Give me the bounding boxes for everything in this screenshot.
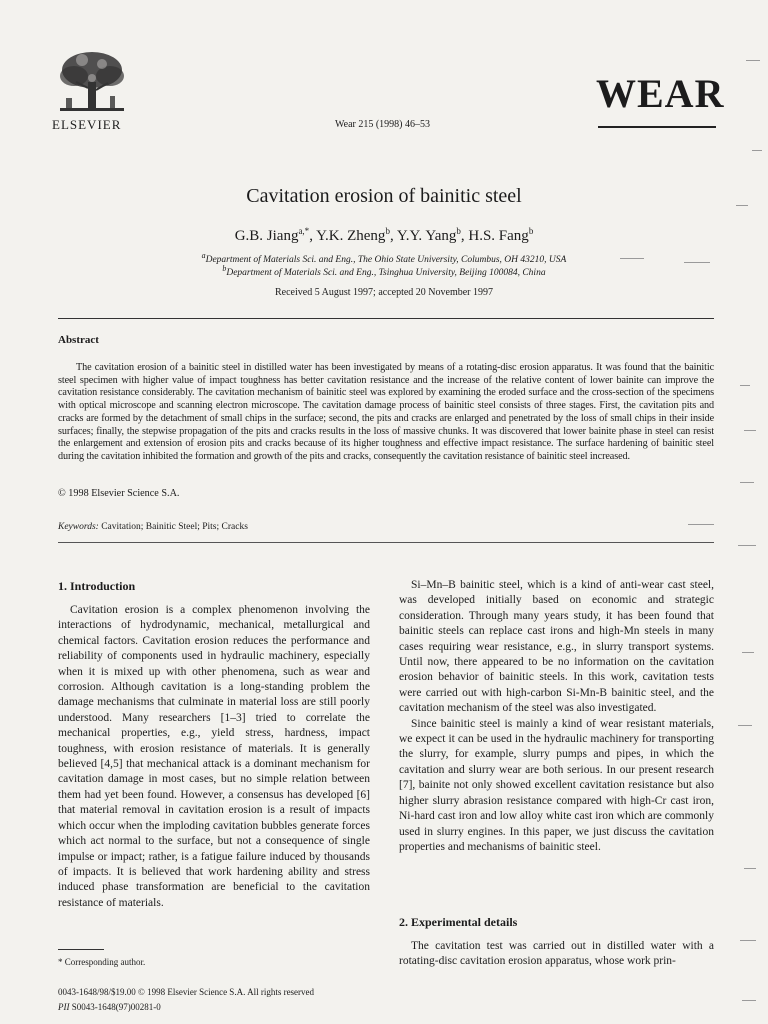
section-heading-introduction: 1. Introduction (58, 579, 136, 593)
footnote-rule (58, 949, 104, 950)
paragraph: The cavitation test was carried out in distilled water with a rotating-disc cavitation erosion apparatus, whose work prin- (399, 940, 714, 968)
scan-mark (744, 430, 756, 431)
scan-mark (736, 205, 748, 206)
scan-mark (620, 258, 644, 259)
scan-mark (738, 725, 752, 726)
section-heading-experimental: 2. Experimental details (399, 915, 518, 929)
scan-mark (740, 482, 754, 483)
abstract-heading: Abstract (58, 334, 99, 346)
received-dates: Received 5 August 1997; accepted 20 November 1997 (275, 287, 493, 298)
affiliation-text: Department of Materials Sci. and Eng., Tsinghua University, Beijing 100084, China (226, 268, 546, 279)
scan-mark (740, 385, 750, 386)
scan-mark (684, 262, 710, 263)
footnote: * Corresponding author. (58, 957, 146, 967)
elsevier-tree-logo-icon (52, 48, 132, 118)
author-name: , Y.K. Zheng (309, 228, 386, 244)
journal-citation: Wear 215 (1998) 46–53 (335, 119, 431, 130)
scan-mark (744, 868, 756, 869)
paper-title: Cavitation erosion of bainitic steel (246, 185, 522, 207)
scan-mark (738, 545, 756, 546)
scan-mark (752, 150, 762, 151)
scan-mark (688, 524, 714, 525)
footer-issn: 0043-1648/98/$19.00 © 1998 Elsevier Science S.A. All rights reserved (58, 987, 315, 997)
scan-mark (742, 652, 754, 653)
paragraph: Si–Mn–B bainitic steel, which is a kind of anti-wear cast steel, was developed initially based on economic and strategic consideration. Through many years study, it has been found that bainitic steels can replace cast irons and high-Mn steels in many cases requiring wear resistance, e.g., in slurry transport systems. Until now, there appeared to be no information on the cavitation erosion behavior of bainitic steels. In this work, cavitation tests were carried out with high-carbon Si-Mn-B bainitic steel, and the cavitation mechanism of the steel was also investigated. (399, 579, 714, 715)
affiliation-b (0, 264, 768, 278)
author-list (0, 226, 768, 245)
author-name: G.B. Jiang (234, 228, 299, 244)
header-rule (598, 126, 716, 128)
paragraph: Since bainitic steel is mainly a kind of wear resistant materials, we expect it can be used in the hydraulic machinery for transporting the slurry, for example, slurry pumps and pipes, in which the cavitation and slurry wear are both serious. In our present research [7], bainite not only showed excellent cavitation resistance but also higher slurry abrasion resistance compared with high-Cr cast iron, Ni-hard cast iron and low alloy white cast iron which are commonly used in slurry engines. In this paper, we just discuss the cavitation properties and mechanisms of bainitic steel. (399, 717, 714, 853)
paragraph: Cavitation erosion is a complex phenomenon involving the interactions of hydrodynamic, mechanical, metallurgical and chemical factors. Cavitation erosion reduces the performance and reliability of components used in hydraulic machinery, especially when it is mixed up with other phenomena, such as wear and corrosion. Although cavitation is a long-standing problem the damage mechanisms that culminate in material loss are still poorly understood. Many researchers [1–3] tried to correlate the mechanical properties, e.g., yield stress, hardness, impact toughness, with erosion resistance of materials. It is generally believed [4,5] that mechanical attack is a dominant mechanism for cavitation damage in most cases, but no simple relation between them had yet been found. However, a consensus has developed [6] that material removal in cavitation erosion is a result of impacts which occur when the imploding cavitation bubbles generate forces which act normal to the surface, but not a consequence of single impulse or impact; rather, is a fatigue failure induced by thousands of impacts. It is believed that work hardening ability and stress induced phase transformation are beneficial to the cavitation resistance of materials. (58, 604, 370, 909)
journal-name: WEAR (596, 71, 725, 116)
author-name: , Y.Y. Yang (389, 228, 457, 244)
right-column-body (399, 578, 714, 855)
author-marker: a,* (298, 226, 310, 236)
abstract-body: The cavitation erosion of a bainitic steel in distilled water has been investigated by means of a rotating-disc erosion apparatus. It was found that the bainitic steel specimen with higher value of impact toughness has better cavitation resistance and the increase of the relative content of lower bainite can improve the cavitation resistance considerably. The cavitation mechanism of bainitic steel was explored by examining the eroded surface and the cross-section of the specimens with optical microscope and scanning electron microscope. The cavitation damage process of bainitic steel consists of three stages. First, the cavitation pits and cracks are formed by the detachment of small chips in the surface; second, the pits and cracks are enlarged and penetrated by the loss of small chips in their inside surfaces; finally, the stepwise propagation of the pits and cracks results in the loss of massive chunks. It was discovered that lower bainite phase in steel can resist the enlargement and extension of erosion pits and cracks because of its higher toughness and effective impact resistance. The surface hardening of bainitic steel during the cavitation inhibited the formation and growth of the pits and cracks, consequently the cavitation resistance of bainitic steel increased. (58, 362, 714, 462)
affiliation-marker: b (222, 264, 227, 273)
scan-mark (740, 940, 756, 941)
author-name: , H.S. Fang (460, 228, 529, 244)
pii-value: S0043-1648(97)00281-0 (69, 1002, 161, 1012)
keywords-rule (58, 542, 714, 543)
keywords-label: Keywords: (58, 522, 99, 532)
author-marker: b (456, 226, 461, 236)
scan-mark (746, 60, 760, 61)
affiliation-marker: a (201, 251, 206, 260)
pii-label: PII (58, 1002, 70, 1012)
publisher-name: ELSEVIER (52, 117, 122, 132)
introduction-body (58, 603, 370, 911)
affiliation-text: Department of Materials Sci. and Eng., The Ohio State University, Columbus, OH 43210, USA (205, 255, 567, 266)
keywords (58, 522, 248, 532)
copyright-notice: © 1998 Elsevier Science S.A. (58, 488, 180, 499)
scan-mark (742, 1000, 756, 1001)
footer-pii (58, 1002, 161, 1012)
author-marker: b (528, 226, 534, 236)
experimental-body (399, 939, 714, 970)
keywords-text: Cavitation; Bainitic Steel; Pits; Cracks (98, 522, 248, 532)
author-marker: b (385, 226, 390, 236)
section-rule (58, 318, 714, 319)
